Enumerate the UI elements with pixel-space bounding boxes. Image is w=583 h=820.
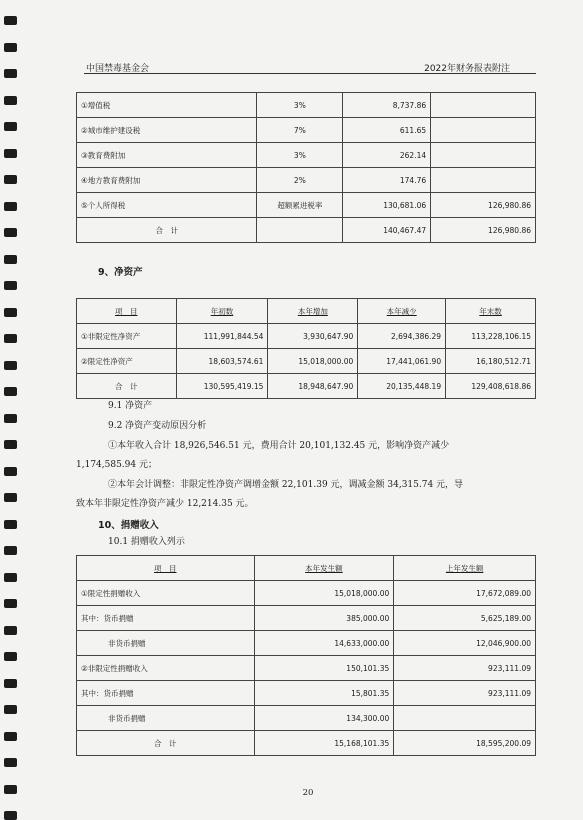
net-asset-name: ①非限定性净资产 — [77, 324, 177, 349]
tax-rate: 7% — [257, 118, 343, 143]
binding-hole — [4, 493, 17, 502]
decrease: 17,441,061.90 — [358, 349, 446, 374]
paragraph-adjustment-line2: 致本年非限定性净资产减少 12,214.35 元。 — [76, 499, 254, 509]
tax-amount-current: 130,681.06 — [343, 193, 431, 218]
prior-year-amount: 923,111.09 — [394, 656, 536, 681]
binding-hole — [4, 467, 17, 476]
binding-hole — [4, 16, 17, 25]
binding-hole — [4, 361, 17, 370]
tax-rate: 2% — [257, 168, 343, 193]
binding-hole — [4, 308, 17, 317]
table-row — [77, 631, 536, 656]
tax-table — [76, 92, 536, 243]
tax-rate: 3% — [257, 143, 343, 168]
table-row — [77, 93, 536, 118]
current-year-amount: 14,633,000.00 — [254, 631, 394, 656]
tax-amount-prior: 126,980.86 — [431, 218, 536, 243]
prior-year-amount: 923,111.09 — [394, 681, 536, 706]
table-row — [77, 118, 536, 143]
table-row-total — [77, 731, 536, 756]
table-header-row — [77, 556, 536, 581]
binding-hole — [4, 679, 17, 688]
prior-year-amount — [394, 706, 536, 731]
prior-year-amount: 17,672,089.00 — [394, 581, 536, 606]
binding-hole — [4, 626, 17, 635]
tax-amount-current: 140,467.47 — [343, 218, 431, 243]
table-row — [77, 681, 536, 706]
table-row — [77, 581, 536, 606]
binding-hole — [4, 149, 17, 158]
binding-hole — [4, 175, 17, 184]
tax-amount-current: 611.65 — [343, 118, 431, 143]
closing-balance: 129,408,618.86 — [446, 374, 536, 399]
table-row — [77, 324, 536, 349]
paragraph-9-2: 9.2 净资产变动原因分析 — [108, 421, 207, 431]
table-row-total — [77, 218, 536, 243]
binding-hole — [4, 281, 17, 290]
binding-hole — [4, 732, 17, 741]
opening-balance: 18,603,574.61 — [176, 349, 268, 374]
table-row — [77, 193, 536, 218]
table-row — [77, 606, 536, 631]
section-9-title: 9、净资产 — [98, 267, 143, 278]
donation-item-name: ②非限定性捐赠收入 — [77, 656, 255, 681]
prior-year-amount: 18,595,200.09 — [394, 731, 536, 756]
tax-amount-current: 8,737.86 — [343, 93, 431, 118]
tax-rate: 超额累进税率 — [257, 193, 343, 218]
header-divider — [84, 73, 536, 74]
binding-hole — [4, 599, 17, 608]
column-header: 项 目 — [77, 299, 177, 324]
tax-amount-prior — [431, 168, 536, 193]
donation-item-name: 其中：货币捐赠 — [77, 606, 255, 631]
donation-item-name: ①限定性捐赠收入 — [77, 581, 255, 606]
binding-hole — [4, 758, 17, 767]
tax-name: ④地方教育费附加 — [77, 168, 257, 193]
binding-hole — [4, 43, 17, 52]
paragraph-adjustment-line1: ②本年会计调整：非限定性净资产调增金额 22,101.39 元，调减金额 34,315.74 元，导 — [108, 480, 464, 490]
page-number: 20 — [302, 788, 314, 798]
opening-balance: 111,991,844.54 — [176, 324, 268, 349]
decrease: 2,694,386.29 — [358, 324, 446, 349]
net-asset-name: 合 计 — [77, 374, 177, 399]
current-year-amount: 15,168,101.35 — [254, 731, 394, 756]
column-header: 年初数 — [176, 299, 268, 324]
net-assets-table — [76, 298, 536, 399]
binding-rings — [0, 0, 22, 820]
binding-hole — [4, 96, 17, 105]
document-page — [38, 0, 578, 820]
binding-hole — [4, 255, 17, 264]
donation-item-name: 非货币捐赠 — [77, 706, 255, 731]
table-row — [77, 168, 536, 193]
opening-balance: 130,595,419.15 — [176, 374, 268, 399]
table-row — [77, 706, 536, 731]
binding-hole — [4, 334, 17, 343]
tax-rate: 3% — [257, 93, 343, 118]
column-header: 年末数 — [446, 299, 536, 324]
binding-hole — [4, 414, 17, 423]
binding-hole — [4, 785, 17, 794]
paragraph-9-1: 9.1 净资产 — [108, 401, 153, 411]
binding-hole — [4, 202, 17, 211]
decrease: 20,135,448.19 — [358, 374, 446, 399]
table-row — [77, 143, 536, 168]
section-10-subtitle: 10.1 捐赠收入列示 — [108, 537, 185, 547]
column-header: 上年发生额 — [394, 556, 536, 581]
column-header: 本年减少 — [358, 299, 446, 324]
header-organization: 中国禁毒基金会 — [86, 64, 150, 74]
table-row — [77, 349, 536, 374]
column-header: 本年增加 — [268, 299, 358, 324]
binding-hole — [4, 705, 17, 714]
header-report-title: 2022年财务报表附注 — [424, 64, 510, 74]
binding-hole — [4, 440, 17, 449]
column-header: 项 目 — [77, 556, 255, 581]
increase: 3,930,647.90 — [268, 324, 358, 349]
table-row — [77, 656, 536, 681]
current-year-amount: 134,300.00 — [254, 706, 394, 731]
paragraph-income-line1: ①本年收入合计 18,926,546.51 元，费用合计 20,101,132.45 元，影响净资产减少 — [108, 441, 450, 451]
binding-hole — [4, 69, 17, 78]
current-year-amount: 385,000.00 — [254, 606, 394, 631]
paragraph-income-line2: 1,174,585.94 元； — [76, 460, 157, 470]
increase: 15,018,000.00 — [268, 349, 358, 374]
donation-item-name: 其中：货币捐赠 — [77, 681, 255, 706]
net-asset-name: ②限定性净资产 — [77, 349, 177, 374]
increase: 18,948,647.90 — [268, 374, 358, 399]
donation-income-table — [76, 555, 536, 756]
current-year-amount: 15,801.35 — [254, 681, 394, 706]
tax-amount-prior: 126,980.86 — [431, 193, 536, 218]
prior-year-amount: 12,046,900.00 — [394, 631, 536, 656]
binding-hole — [4, 228, 17, 237]
binding-hole — [4, 387, 17, 396]
tax-name: 合 计 — [77, 218, 257, 243]
tax-amount-current: 262.14 — [343, 143, 431, 168]
tax-amount-current: 174.76 — [343, 168, 431, 193]
prior-year-amount: 5,625,189.00 — [394, 606, 536, 631]
binding-hole — [4, 652, 17, 661]
tax-name: ③教育费附加 — [77, 143, 257, 168]
closing-balance: 16,180,512.71 — [446, 349, 536, 374]
column-header: 本年发生额 — [254, 556, 394, 581]
table-row-total — [77, 374, 536, 399]
current-year-amount: 15,018,000.00 — [254, 581, 394, 606]
donation-item-name: 合 计 — [77, 731, 255, 756]
binding-hole — [4, 546, 17, 555]
table-header-row — [77, 299, 536, 324]
tax-amount-prior — [431, 143, 536, 168]
tax-amount-prior — [431, 118, 536, 143]
tax-rate — [257, 218, 343, 243]
tax-name: ②城市维护建设税 — [77, 118, 257, 143]
tax-amount-prior — [431, 93, 536, 118]
tax-name: ①增值税 — [77, 93, 257, 118]
section-10-title: 10、捐赠收入 — [98, 520, 159, 531]
current-year-amount: 150,101.35 — [254, 656, 394, 681]
donation-item-name: 非货币捐赠 — [77, 631, 255, 656]
binding-hole — [4, 520, 17, 529]
binding-hole — [4, 573, 17, 582]
tax-name: ⑤个人所得税 — [77, 193, 257, 218]
binding-hole — [4, 122, 17, 131]
binding-hole — [4, 811, 17, 820]
closing-balance: 113,228,106.15 — [446, 324, 536, 349]
